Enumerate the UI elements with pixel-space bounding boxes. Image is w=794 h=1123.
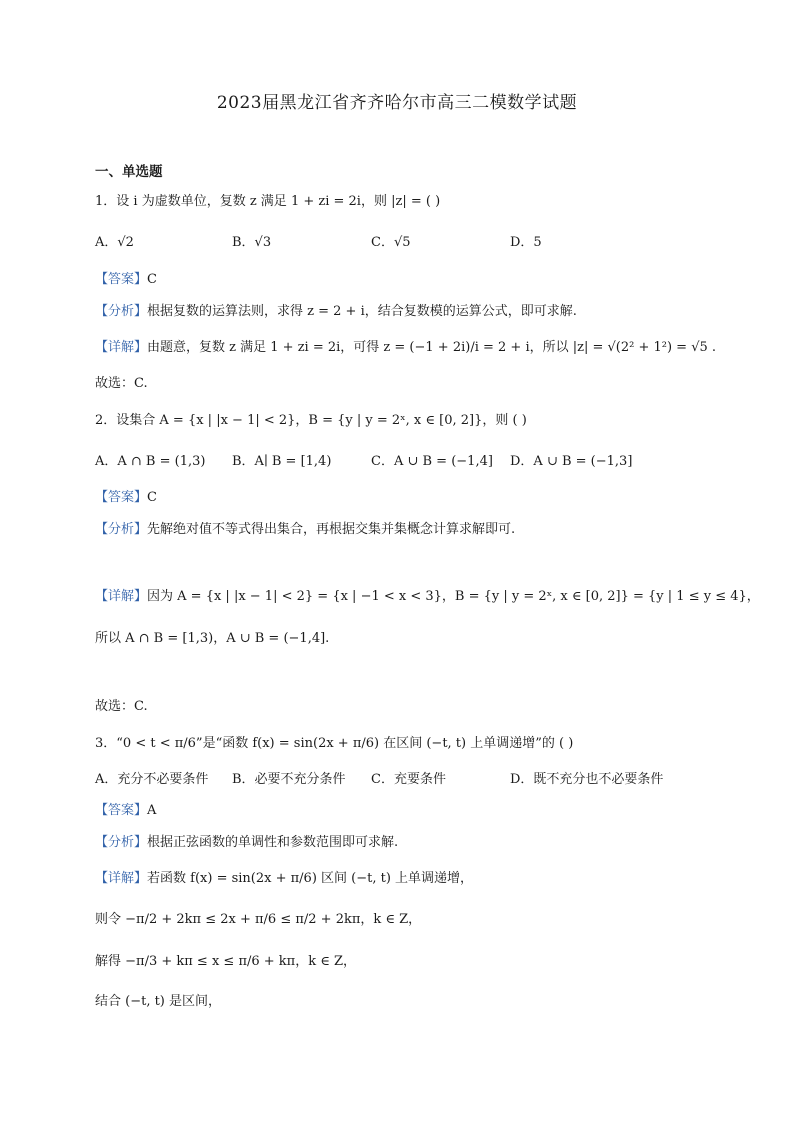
q2-option-a: A．A ∩ B = (1,3) xyxy=(95,454,206,469)
analysis-text: 根据正弦函数的单调性和参数范围即可求解. xyxy=(147,835,399,850)
analysis-text: 先解绝对值不等式得出集合，再根据交集并集概念计算求解即可. xyxy=(147,522,516,537)
q1-option-b: B．√3 xyxy=(232,235,272,250)
document-title: 2023届黑龙江省齐齐哈尔市高三二模数学试题 xyxy=(216,93,578,113)
q1-answer xyxy=(95,270,157,290)
q3-detail-4: 结合 (−t, t) 是区间， xyxy=(95,994,222,1009)
analysis-tag: 【分析】 xyxy=(95,304,148,319)
q2-answer xyxy=(95,488,157,508)
q2-detail-2: 所以 A ∩ B = [1,3)，A ∪ B = (−1,4]. xyxy=(95,631,330,646)
analysis-tag: 【分析】 xyxy=(95,522,148,537)
detail-text: 由题意，复数 z 满足 1 + zi = 2i，可得 z = (−1 + 2i)/i = 2 + i，所以 |z| = √(2² + 1²) = √5 . xyxy=(147,340,717,355)
q1-option-c: C．√5 xyxy=(371,235,411,250)
detail-text: 因为 A = {x | |x − 1| < 2} = {x | −1 < x < 3}，B = {y | y = 2ˣ, x ∈ [0, 2]} = {y | 1 ≤ y ≤ 4}， xyxy=(147,589,760,604)
analysis-tag: 【分析】 xyxy=(95,835,148,850)
q3-option-a: A．充分不必要条件 xyxy=(95,772,209,787)
q3-detail-3: 解得 −π/3 + kπ ≤ x ≤ π/6 + kπ，k ∈ Z， xyxy=(95,954,357,969)
q2-choice: 故选：C. xyxy=(95,699,148,714)
section-heading: 一、单选题 xyxy=(95,164,163,180)
q3-option-d: D．既不充分也不必要条件 xyxy=(510,772,664,787)
answer-tag: 【答案】 xyxy=(95,490,148,505)
q2-option-b: B．A∣ B = [1,4) xyxy=(232,454,332,469)
q2-analysis xyxy=(95,520,515,540)
answer-value: C xyxy=(147,272,157,287)
detail-tag: 【详解】 xyxy=(95,871,148,886)
q3-stem: 3．“0 < t < π/6”是“函数 f(x) = sin(2x + π/6) 在区间 (−t, t) 上单调递增”的 ( ) xyxy=(95,736,574,751)
q3-answer xyxy=(95,801,156,821)
answer-value: A xyxy=(147,803,157,818)
q1-option-a: A．√2 xyxy=(95,235,134,250)
answer-tag: 【答案】 xyxy=(95,803,148,818)
answer-value: C xyxy=(147,490,157,505)
q2-option-c: C．A ∪ B = (−1,4] xyxy=(371,454,493,469)
q1-analysis xyxy=(95,302,577,322)
q2-option-d: D．A ∪ B = (−1,3] xyxy=(510,454,633,469)
q1-stem: 1．设 i 为虚数单位，复数 z 满足 1 + zi = 2i，则 |z| = ( ) xyxy=(95,194,441,209)
q1-detail xyxy=(95,338,716,358)
q3-detail-2: 则令 −π/2 + 2kπ ≤ 2x + π/6 ≤ π/2 + 2kπ，k ∈ Z， xyxy=(95,912,422,927)
detail-text: 若函数 f(x) = sin(2x + π/6) 区间 (−t, t) 上单调递增， xyxy=(147,871,474,886)
q2-detail xyxy=(95,587,760,607)
detail-tag: 【详解】 xyxy=(95,340,148,355)
q3-option-c: C．充要条件 xyxy=(371,772,446,787)
q1-choice: 故选：C. xyxy=(95,376,148,391)
q3-option-b: B．必要不充分条件 xyxy=(232,772,346,787)
answer-tag: 【答案】 xyxy=(95,272,148,287)
q3-detail xyxy=(95,869,473,889)
q1-option-d: D．5 xyxy=(510,235,542,250)
q2-stem: 2．设集合 A = {x | |x − 1| < 2}，B = {y | y = 2ˣ, x ∈ [0, 2]}，则 ( ) xyxy=(95,413,527,428)
analysis-text: 根据复数的运算法则，求得 z = 2 + i，结合复数模的运算公式，即可求解. xyxy=(147,304,577,319)
q3-analysis xyxy=(95,833,398,853)
detail-tag: 【详解】 xyxy=(95,589,148,604)
